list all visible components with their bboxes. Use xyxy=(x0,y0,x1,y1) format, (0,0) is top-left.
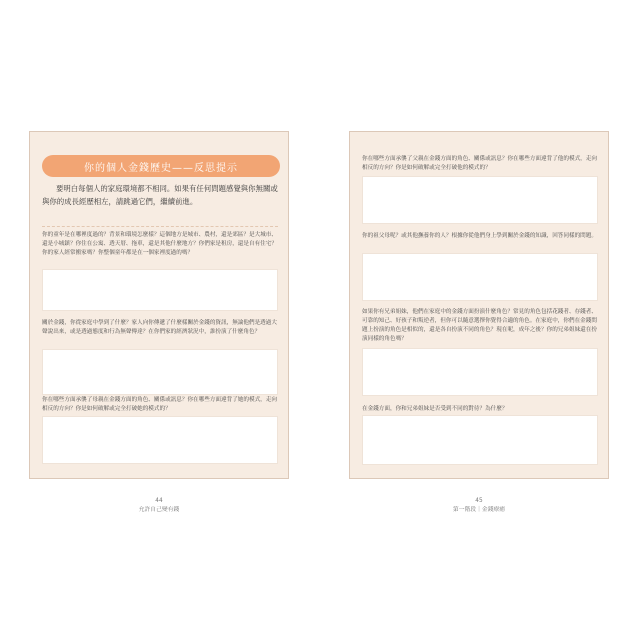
answer-box-siblings-roles[interactable] xyxy=(362,348,598,396)
question-grandparents: 你的祖父母呢？或其他撫養你的人？根據你從他們身上學到關於金錢的知識，回答同樣的問題。 xyxy=(362,233,597,239)
question-siblings-treatment: 在金錢方面，你和兄弟姐妹是否受到不同的對待？為什麼？ xyxy=(362,406,508,412)
section-banner xyxy=(42,155,280,177)
question-childhood: 你的童年是在哪裡度過的？背景和環境怎麼樣？這個地方是城市、農村，還是郊區？是大城市、還是小城鎮？你住在公寓、透天厝、拖車，還是其他什麼地方？你們家是租房，還是自有住宅？你的家人經常搬家嗎？你整個童年都是在一個家裡度過的嗎？ xyxy=(42,232,277,256)
section-banner-title: 你的個人金錢歷史——反思提示 xyxy=(84,162,238,174)
answer-box-mother[interactable] xyxy=(42,416,278,464)
right-page xyxy=(349,131,609,479)
answer-box-siblings-treatment[interactable] xyxy=(362,415,598,465)
answer-box-childhood[interactable] xyxy=(42,269,278,311)
answer-box-grandparents[interactable] xyxy=(362,253,598,301)
left-page-number: 44 xyxy=(155,498,163,504)
right-page-number: 45 xyxy=(475,498,483,504)
question-father: 你在哪些方面承襲了父親在金錢方面的角色、關係或訊息？你在哪些方面違背了他的模式，走向相反的方向？你是如何破解或完全打破他的模式的？ xyxy=(362,156,597,171)
answer-box-father[interactable] xyxy=(362,176,598,224)
right-running-title: 第一階段｜金錢療癒 xyxy=(452,507,506,513)
left-running-title: 允許自己變有錢 xyxy=(138,507,180,513)
left-page xyxy=(29,131,289,479)
question-family-money: 關於金錢，你從家庭中學到了什麼？家人向你傳遞了什麼樣關於金錢的資訊，無論他們是透過大聲說出來，或是透過態度和行為無聲傳達？在你們家的經濟狀況中，誰扮演了什麼角色？ xyxy=(42,320,277,335)
question-mother: 你在哪些方面承襲了母親在金錢方面的角色、關係或訊息？你在哪些方面違背了她的模式，走向相反的方向？你是如何破解或完全打破她的模式的？ xyxy=(42,397,277,412)
question-siblings-roles: 如果你有兄弟姐妹，他們在家庭中的金錢方面扮演什麼角色？常見的角色包括花錢者、存錢者、可靠的知己、好孩子和叛逆者，但你可以隨意選擇你覺得合適的角色。在家庭中，你們在金錢問題上扮演的角色是相似的，還是各自扮演不同的角色？現在呢，成年之後？你的兄弟姐妹還在扮演同樣的角色嗎？ xyxy=(362,309,597,342)
right-folio xyxy=(429,497,529,515)
intro-paragraph: 要明白每個人的家庭環境都不相同。如果有任何問題感覺與你無關或與你的成長經歷相左，請跳過它們，繼續前進。 xyxy=(42,184,278,206)
left-folio xyxy=(109,497,209,515)
dashed-divider xyxy=(42,226,278,227)
answer-box-family-money[interactable] xyxy=(42,349,278,395)
